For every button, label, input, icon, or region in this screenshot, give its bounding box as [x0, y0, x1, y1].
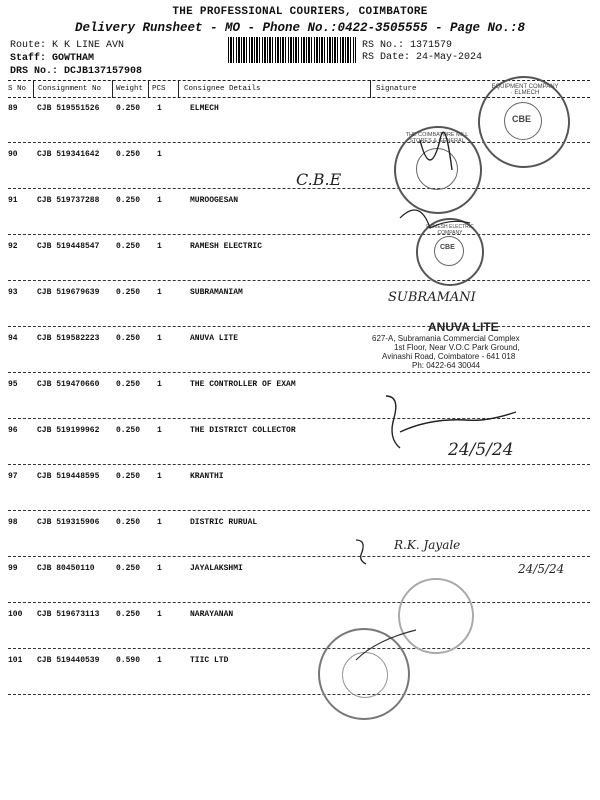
row-sno: 99	[8, 564, 18, 573]
signature-row99-date: 24/5/24	[518, 562, 565, 576]
drs-label: DRS No.:	[10, 66, 59, 77]
row-consignee: THE DISTRICT COLLECTOR	[190, 426, 296, 435]
anuva-lite-stamp	[372, 320, 592, 370]
row-consignee: MUROOGESAN	[190, 196, 239, 205]
runsheet-title: Delivery Runsheet - MO - Phone No.:0422-3505555 - Page No.:8	[74, 21, 526, 35]
row-pcs: 1	[157, 196, 162, 205]
row-pcs: 1	[157, 242, 162, 251]
row-pcs: 1	[157, 104, 162, 113]
row-sno: 98	[8, 518, 18, 527]
row-sno: 92	[8, 242, 18, 251]
signature-row90: C.B.E	[296, 170, 342, 189]
row-consignment-no: CJB 519448595	[37, 472, 100, 481]
elmech-stamp-text: EQUIPMENT COMPANY · ELMECH	[491, 84, 559, 96]
col-signature: Signature	[376, 85, 417, 93]
row-consignee: ANUVA LITE	[190, 334, 239, 343]
row-pcs: 1	[157, 518, 162, 527]
row-sno: 89	[8, 104, 18, 113]
row-sno: 96	[8, 426, 18, 435]
rs-date-label: RS Date:	[362, 52, 411, 63]
row-consignment-no: CJB 519737288	[37, 196, 100, 205]
rs-date-value: 24-May-2024	[416, 52, 483, 63]
row-weight: 0.250	[116, 564, 141, 573]
row-sno: 91	[8, 196, 18, 205]
row-weight: 0.250	[116, 150, 141, 159]
row-weight: 0.250	[116, 104, 141, 113]
elmech-stamp-center: CBE	[512, 114, 532, 124]
row-pcs: 1	[157, 564, 162, 573]
row-consignment-no: CJB 519551526	[37, 104, 100, 113]
row-consignment-no: CJB 519582223	[37, 334, 100, 343]
row-pcs: 1	[157, 288, 162, 297]
staff-value: GOWTHAM	[52, 53, 95, 64]
row-consignment-no: CJB 519440539	[37, 656, 100, 665]
row-weight: 0.250	[116, 472, 141, 481]
row-pcs: 1	[157, 150, 162, 159]
anuva-stamp-name: ANUVA LITE	[428, 320, 499, 334]
row-pcs: 1	[157, 380, 162, 389]
row-consignment-no: CJB 80450110	[37, 564, 95, 573]
anuva-stamp-line3: Avinashi Road, Coimbatore - 641 018	[382, 352, 516, 361]
row-sno: 97	[8, 472, 18, 481]
ramesh-stamp-center: CBE	[440, 244, 455, 251]
ramesh-stamp-text: RAMESH ELECTRIC COMPANY	[426, 224, 474, 236]
row-weight: 0.250	[116, 334, 141, 343]
row-pcs: 1	[157, 426, 162, 435]
row-consignment-no: CJB 519448547	[37, 242, 100, 251]
row-sno: 94	[8, 334, 18, 343]
signature-row96-date: 24/5/24	[448, 440, 514, 460]
row-weight: 0.250	[116, 196, 141, 205]
route-value: K K LINE AVN	[52, 40, 125, 51]
row-sno: 90	[8, 150, 18, 159]
col-weight: Weight	[116, 85, 144, 93]
company-name: THE PROFESSIONAL COURIERS, COIMBATORE	[172, 6, 428, 18]
row-sno: 95	[8, 380, 18, 389]
col-consignment: Consignment No	[38, 85, 102, 93]
col-consignee: Consignee Details	[184, 85, 261, 93]
row-sno: 101	[8, 656, 23, 665]
row-weight: 0.250	[116, 380, 141, 389]
anuva-stamp-line4: Ph: 0422-64 30044	[412, 361, 481, 370]
row-consignee: NARAYANAN	[190, 610, 234, 619]
rs-no-value: 1371579	[410, 40, 453, 51]
row-consignment-no: CJB 519470660	[37, 380, 100, 389]
row-consignment-no: CJB 519341642	[37, 150, 100, 159]
row-sno: 93	[8, 288, 18, 297]
row-consignee: ELMECH	[190, 104, 219, 113]
row-sno: 100	[8, 610, 23, 619]
row-weight: 0.250	[116, 518, 141, 527]
drs-value: DCJB137157908	[64, 66, 143, 77]
signature-row99-name: R.K. Jayale	[394, 538, 461, 552]
row-consignment-no: CJB 519679639	[37, 288, 100, 297]
anuva-stamp-line1: 627-A, Subramania Commercial Complex	[372, 334, 520, 343]
staff-label: Staff:	[10, 53, 47, 64]
row-pcs: 1	[157, 610, 162, 619]
row-pcs: 1	[157, 472, 162, 481]
row-consignee: THE CONTROLLER OF EXAM	[190, 380, 296, 389]
row-consignment-no: CJB 519673113	[37, 610, 100, 619]
row-consignee: JAYALAKSHMI	[190, 564, 243, 573]
row-weight: 0.250	[116, 610, 141, 619]
row-weight: 0.590	[116, 656, 141, 665]
row-weight: 0.250	[116, 242, 141, 251]
mill-stores-stamp-text: THE COIMBATORE MILL STORES & GENERAL	[405, 132, 469, 144]
anuva-stamp-line2: 1st Floor, Near V.O.C Park Ground,	[394, 343, 520, 352]
row-consignee: KRANTHI	[190, 472, 224, 481]
row-pcs: 1	[157, 334, 162, 343]
col-sno: S No	[8, 85, 27, 93]
rs-no-label: RS No.:	[362, 40, 405, 51]
row-consignee: RAMESH ELECTRIC	[190, 242, 263, 251]
row-consignee: DISTRIC RURUAL	[190, 518, 258, 527]
row-weight: 0.250	[116, 426, 141, 435]
row-weight: 0.250	[116, 288, 141, 297]
row-consignee: SUBRAMANIAM	[190, 288, 243, 297]
row-consignee: TIIC LTD	[190, 656, 229, 665]
row-pcs: 1	[157, 656, 162, 665]
col-pcs: PCS	[152, 85, 166, 93]
row-consignment-no: CJB 519199962	[37, 426, 100, 435]
signature-row93: SUBRAMANI	[388, 290, 476, 305]
route-label: Route:	[10, 40, 47, 51]
row-consignment-no: CJB 519315906	[37, 518, 100, 527]
